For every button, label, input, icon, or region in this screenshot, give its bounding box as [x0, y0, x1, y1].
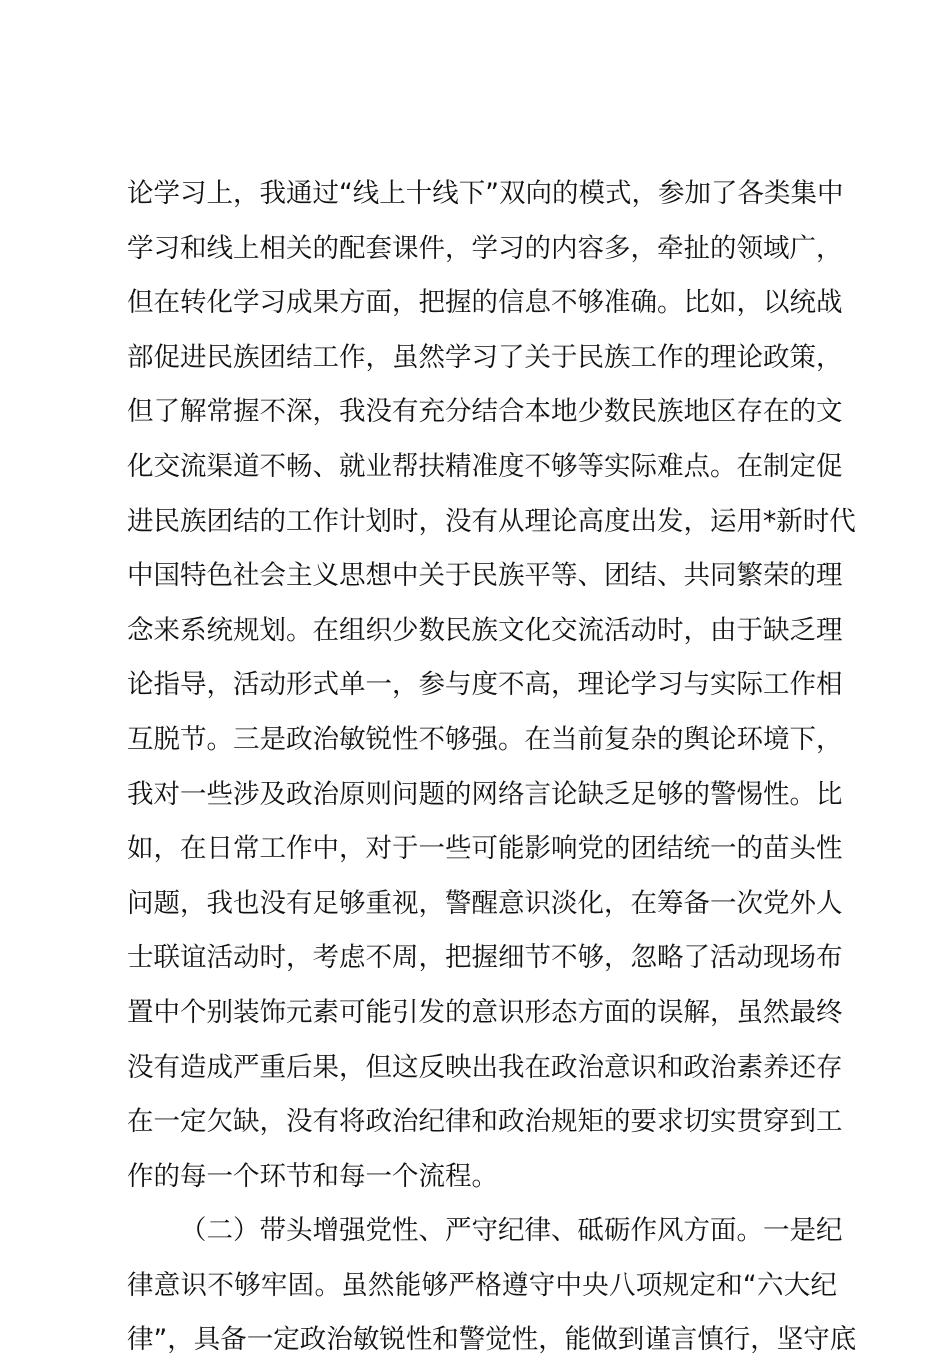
text-line: 念来系统规划。在组织少数民族文化交流活动时，由于缺乏理	[127, 614, 843, 646]
document-body	[127, 171, 857, 1372]
text-line: 进民族团结的工作计划时，没有从理论高度出发，运用*新时代	[127, 505, 856, 537]
text-line: 置中个别装饰元素可能引发的意识形态方面的误解，虽然最终	[127, 996, 843, 1028]
text-line: 部促进民族团结工作，虽然学习了关于民族工作的理论政策，	[127, 341, 843, 373]
text-line: 问题，我也没有足够重视，警醒意识淡化，在筹备一次党外人	[127, 887, 843, 919]
text-line: 没有造成严重后果，但这反映出我在政治意识和政治素养还存	[127, 1051, 843, 1083]
text-line: 我对一些涉及政治原则问题的网络言论缺乏足够的警惕性。比	[127, 778, 843, 810]
text-line: 律”，具备一定政治敏锐性和警觉性，能做到谨言慎行，坚守底	[127, 1324, 857, 1356]
text-line: 中国特色社会主义思想中关于民族平等、团结、共同繁荣的理	[127, 560, 843, 592]
text-line-paragraph-end: 作的每一个环节和每一个流程。	[127, 1160, 498, 1192]
text-line: 律意识不够牢固。虽然能够严格遵守中央八项规定和“六大纪	[127, 1269, 837, 1301]
text-line: 学习和线上相关的配套课件，学习的内容多，牵扯的领域广，	[127, 232, 843, 264]
text-line: 但在转化学习成果方面，把握的信息不够准确。比如，以统战	[127, 287, 843, 319]
text-line: 论指导，活动形式单一，参与度不高，理论学习与实际工作相	[127, 669, 843, 701]
text-line: 如，在日常工作中，对于一些可能影响党的团结统一的苗头性	[127, 833, 843, 865]
text-line: 互脱节。三是政治敏锐性不够强。在当前复杂的舆论环境下，	[127, 723, 843, 755]
text-line: 但了解常握不深，我没有充分结合本地少数民族地区存在的文	[127, 396, 843, 428]
text-line: 论学习上，我通过“线上十线下”双向的模式，参加了各类集中	[127, 178, 844, 209]
text-line: 化交流渠道不畅、就业帮扶精准度不够等实际难点。在制定促	[127, 450, 843, 482]
section-heading-line: （二）带头增强党性、严守纪律、砥砺作风方面。一是纪	[180, 1215, 843, 1247]
text-line: 士联谊活动时，考虑不周，把握细节不够，忽略了活动现场布	[127, 942, 843, 974]
text-line: 在一定欠缺，没有将政治纪律和政治规矩的要求切实贯穿到工	[127, 1106, 843, 1138]
